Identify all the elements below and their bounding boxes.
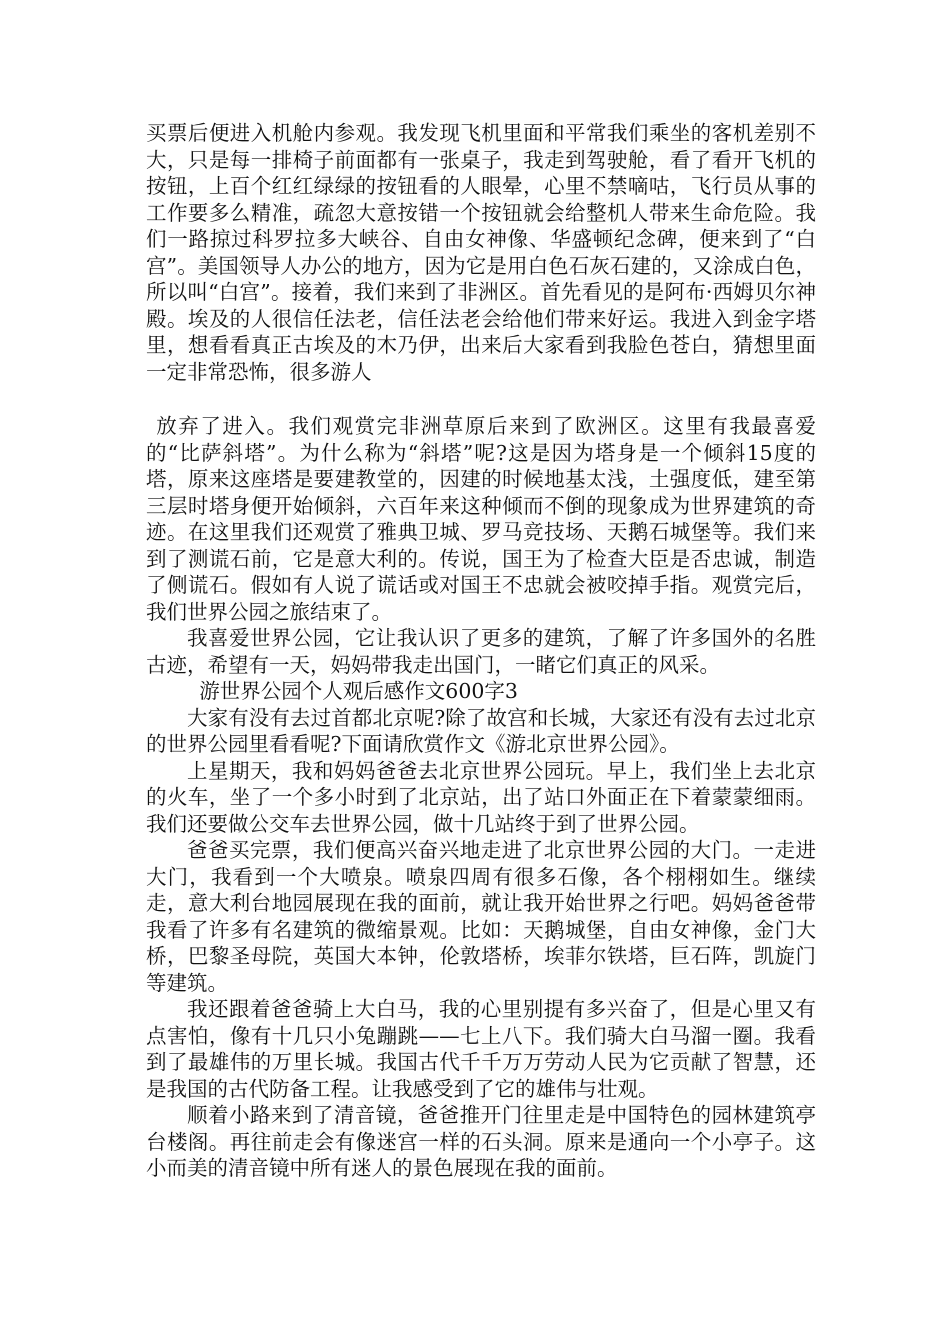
paragraph-last-sunday: 上星期天，我和妈妈爸爸去北京世界公园玩。早上，我们坐上去北京的火车，坐了一个多小时到了北京站，出了站口外面正在下着蒙蒙细雨。我们还要做公交车去世界公园，做十几站终于到了世界公园。 xyxy=(146,758,816,836)
page-break-gap xyxy=(146,385,816,413)
paragraph-europe-area: 放弃了进入。我们观赏完非洲草原后来到了欧洲区。这里有我最喜爱的“比萨斜塔”。为什么称为“斜塔”呢?这是因为塔身是一个倾斜15度的塔，原来这座塔是要建教堂的，因建的时候地基太浅，土强度低，建至第三层时塔身便开始倾斜，六百年来这种倾而不倒的现象成为世界建筑的奇迹。在这里我们还观赏了雅典卫城、罗马竞技场、天鹅石城堡等。我们来到了测谎石前，它是意大利的。传说，国王为了检查大臣是否忠诚，制造了侧谎石。假如有人说了谎话或对国王不忠就会被咬掉手指。观赏完后，我们世界公园之旅结束了。 xyxy=(146,414,816,624)
paragraph-enter-gate: 爸爸买完票，我们便高兴奋兴地走进了北京世界公园的大门。一走进大门，我看到一个大喷泉。喷泉四周有很多石像，各个栩栩如生。继续走，意大利台地园展现在我的面前，就让我开始世界之行吧。妈妈爸爸带我看了许多有名建筑的微缩景观。比如：天鹅城堡，自由女神像，金门大桥，巴黎圣母院，英国大本钟，伦敦塔桥，埃菲尔铁塔，巨石阵，凯旋门等建筑。 xyxy=(146,838,816,995)
paragraph-airplane-visit: 买票后便进入机舱内参观。我发现飞机里面和平常我们乘坐的客机差别不大，只是每一排椅子前面都有一张桌子，我走到驾驶舱，看了看开飞机的按钮，上百个红红绿绿的按钮看的人眼晕，心里不禁嘀咕，飞行员从事的工作要多么精准，疏忽大意按错一个按钮就会给整机人带来生命危险。我们一路掠过科罗拉多大峡谷、自由女神像、华盛顿纪念碑，便来到了“白宫”。美国领导人办公的地方，因为它是用白色石灰石建的，又涂成白色，所以叫“白宫”。接着，我们来到了非洲区。首先看见的是阿布·西姆贝尔神殿。埃及的人很信任法老，信任法老会给他们带来好运。我进入到金字塔里，想看看真正古埃及的木乃伊，出来后大家看到我脸色苍白，猜想里面一定非常恐怖，很多游人 xyxy=(146,121,816,384)
essay-heading: 游世界公园个人观后感作文600字3 xyxy=(199,679,518,703)
paragraph-intro: 大家有没有去过首都北京呢?除了故宫和长城，大家还有没有去过北京的世界公园里看看呢?下面请欣赏作文《游北京世界公园》。 xyxy=(146,705,816,756)
paragraph-love-world-park: 我喜爱世界公园，它让我认识了更多的建筑，了解了许多国外的名胜古迹，希望有一天，妈妈带我走出国门，一睹它们真正的风采。 xyxy=(146,626,816,677)
paragraph-white-horse: 我还跟着爸爸骑上大白马，我的心里别提有多兴奋了，但是心里又有点害怕，像有十几只小兔蹦跳——七上八下。我们骑大白马溜一圈。我看到了最雄伟的万里长城。我国古代千千万万劳动人民为它贡献了智慧，还是我国的古代防备工程。让我感受到了它的雄伟与壮观。 xyxy=(146,997,816,1101)
paragraph-qingyin-mirror: 顺着小路来到了清音镜，爸爸推开门往里走是中国特色的园林建筑亭台楼阁。再往前走会有像迷宫一样的石头洞。原来是通向一个小亭子。这小而美的清音镜中所有迷人的景色展现在我的面前。 xyxy=(146,1103,816,1180)
document-page xyxy=(146,120,816,1182)
